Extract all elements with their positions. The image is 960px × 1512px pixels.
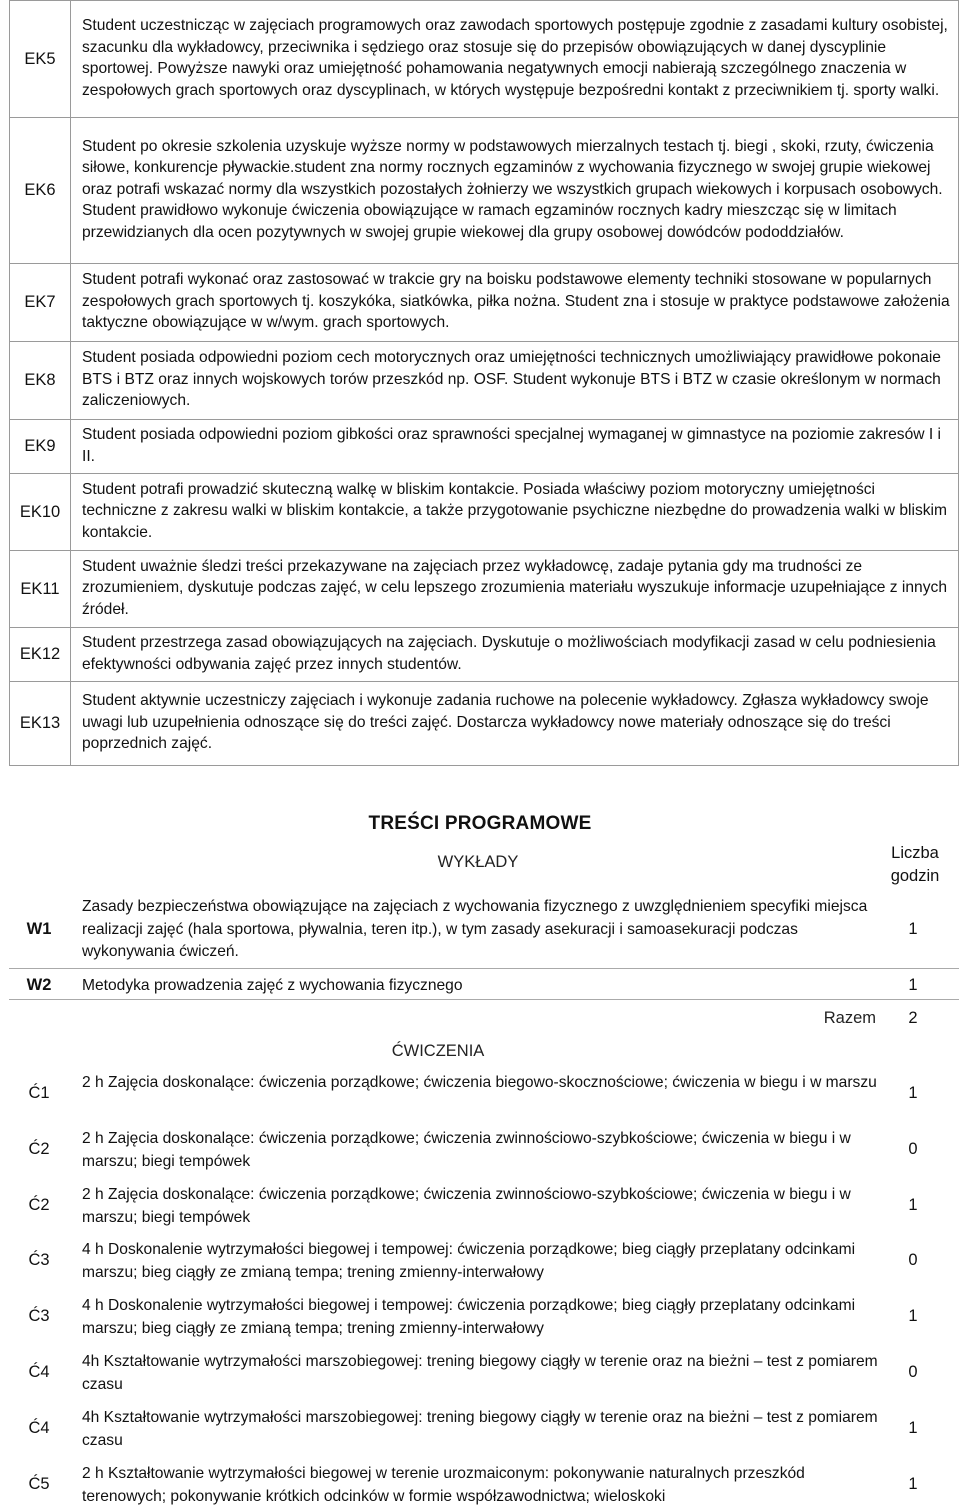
learning-effects-table (9, 0, 959, 766)
effect-description: Student uważnie śledzi treści przekazywane na zajęciach przez wykładowcę, zadaje pytania gdy ma trudności ze zrozumieniem, dyskutuje podczas zajęć, w celu lepszego zrozumienia materiału wyszukuje informacje uzupełniające z innych źródeł. (71, 551, 959, 628)
row-divider (9, 999, 959, 1000)
lectures-header: WYKŁADY (437, 853, 519, 871)
lecture-description: Metodyka prowadzenia zajęć z wychowania fizycznego (82, 977, 463, 994)
effect-description: Student aktywnie uczestniczy zajęciach i wykonuje zadania ruchowe na polecenie wykładowcy. Zgłasza wykładowcy swoje uwagi lub uzupełnienia odnoszące się do treści zajęć. Dostarcza wykładowcy nowe materiały odnoszące się do treści poprzednich zajęć. (71, 682, 959, 766)
effect-description: Student posiada odpowiedni poziom cech motorycznych oraz umiejętności technicznych umożliwiający prawidłowe pokonaie BTS i BTZ oraz innych wojskowych torów przeszkód np. OSF. Student wykonuje BTS i BTZ w czasie określonym w normach zaliczeniowych. (71, 342, 959, 420)
exercise-code: Ć2 (28, 1140, 50, 1158)
effect-description: Student uczestnicząc w zajęciach programowych oraz zawodach sportowych postępuje zgodnie z zasadami kultury osobistej, szacunku dla wykładowcy, przeciwnika i sędziego oraz stosuje się do przepisów obowiązujących w danej dyscyplinie sportowej. Powyższe nawyki oraz umiejętność pohamowania negatywnych emocji nabierają szczególnego znaczenia w zespołowych grach sportowych oraz dyscyplinach, w których występuje bezpośredni kontakt z przeciwnikiem tj. sporty walki. (71, 1, 959, 118)
exercise-code: Ć3 (28, 1251, 50, 1269)
effect-row (10, 264, 959, 342)
exercise-code: Ć4 (28, 1419, 50, 1437)
effect-row (10, 118, 959, 264)
effect-description: Student posiada odpowiedni poziom gibkości oraz sprawności specjalnej wymaganej w gimnastyce na poziomie zakresów I i II. (71, 420, 959, 474)
effect-row (10, 1, 959, 118)
effect-code: EK7 (10, 264, 71, 342)
hours-header: Liczba godzin (890, 844, 940, 885)
effect-row (10, 682, 959, 766)
effect-row (10, 628, 959, 682)
effect-description: Student potrafi prowadzić skuteczną walkę w bliskim kontakcie. Posiada właściwy poziom motoryczny umiejętności techniczne z zakresu walki w bliskim kontakcie, a także przygotowanie psychiczne niezbędne do prowadzenia walki w bliskim kontakcie. (71, 474, 959, 551)
lecture-code: W2 (26, 976, 52, 994)
effect-code: EK11 (10, 551, 71, 628)
total-value: 2 (908, 1009, 918, 1027)
exercises-header: ĆWICZENIA (391, 1042, 485, 1060)
effect-code: EK8 (10, 342, 71, 420)
lecture-hours: 1 (908, 976, 918, 994)
exercise-code: Ć1 (28, 1084, 50, 1102)
effect-code: EK5 (10, 1, 71, 118)
exercise-description: 2 h Kształtowanie wytrzymałości biegowej w terenie urozmaiconym: pokonywanie naturalnych przeszkód terenowych; pokonywanie krótkich odcinków w formie współzawodnictwa; wieloskoki (82, 1465, 805, 1505)
effect-code: EK6 (10, 118, 71, 264)
effect-row (10, 342, 959, 420)
exercise-hours: 1 (908, 1419, 918, 1437)
exercise-description: 2 h Zajęcia doskonalące: ćwiczenia porządkowe; ćwiczenia zwinnościowo-szybkościowe; ćwiczenia w biegu i w marszu; biegi tempówek (82, 1186, 851, 1226)
exercise-hours: 1 (908, 1084, 918, 1102)
exercise-code: Ć5 (28, 1475, 50, 1493)
exercise-hours: 1 (908, 1475, 918, 1493)
exercise-description: 2 h Zajęcia doskonalące: ćwiczenia porządkowe; ćwiczenia zwinnościowo-szybkościowe; ćwiczenia w biegu i w marszu; biegi tempówek (82, 1130, 851, 1170)
exercise-hours: 0 (908, 1140, 918, 1158)
lecture-hours: 1 (908, 920, 918, 938)
lecture-code: W1 (26, 920, 52, 938)
exercise-hours: 0 (908, 1251, 918, 1269)
effect-code: EK10 (10, 474, 71, 551)
exercise-description: 2 h Zajęcia doskonalące: ćwiczenia porządkowe; ćwiczenia biegowo-skocznościowe; ćwiczenia w biegu i w marszu (82, 1074, 877, 1091)
effect-description: Student potrafi wykonać oraz zastosować w trakcie gry na boisku podstawowe elementy techniki stosowane w popularnych zespołowych grach sportowych tj. koszykóka, siatkówka, piłka nożna. Student zna i stosuje w praktyce podstawowe założenia taktyczne obowiązujące w w/wym. grach sportowych. (71, 264, 959, 342)
exercise-code: Ć4 (28, 1363, 50, 1381)
effect-description: Student przestrzega zasad obowiązujących na zajęciach. Dyskutuje o możliwościach modyfikacji zasad w celu podniesienia efektywności odbywania zajęć przez innych studentów. (71, 628, 959, 682)
exercise-description: 4h Kształtowanie wytrzymałości marszobiegowej: trening biegowy ciągły w terenie oraz na bieżni – test z pomiarem czasu (82, 1409, 878, 1449)
exercise-code: Ć2 (28, 1196, 50, 1214)
effect-code: EK9 (10, 420, 71, 474)
exercise-code: Ć3 (28, 1307, 50, 1325)
effect-description: Student po okresie szkolenia uzyskuje wyższe normy w podstawowych mierzalnych testach tj. biegi , skoki, rzuty, ćwiczenia siłowe, konkurencje pływackie.student zna normy rocznych egzaminów z wychowania fizycznego w swojej grupie wiekowej oraz potrafi wskazać normy dla wszystkich pozostałych żołnierzy we wszystkich grupach wiekowych i korpusach osobowych. Student prawidłowo wykonuje ćwiczenia obowiązujące w ramach egzaminów rocznych kadry mieszcząc się w limitach przewidzianych dla ocen pozytywnych w swojej grupie wiekowej dla grupy osobowej dowódców pododdziałów. (71, 118, 959, 264)
exercise-description: 4 h Doskonalenie wytrzymałości biegowej i tempowej: ćwiczenia porządkowe; bieg ciągły przeplatany odcinkami marszu; bieg ciągły ze zmianą tempa; trening zmienny-interwałowy (82, 1241, 856, 1281)
exercise-hours: 1 (908, 1307, 918, 1325)
exercise-hours: 1 (908, 1196, 918, 1214)
program-title: TREŚCI PROGRAMOWE (368, 813, 592, 834)
total-label: Razem (823, 1009, 876, 1027)
effect-row (10, 420, 959, 474)
effect-row (10, 474, 959, 551)
exercise-hours: 0 (908, 1363, 918, 1381)
row-divider (9, 968, 959, 969)
effect-code: EK12 (10, 628, 71, 682)
effect-code: EK13 (10, 682, 71, 766)
effect-row (10, 551, 959, 628)
exercise-description: 4h Kształtowanie wytrzymałości marszobiegowej: trening biegowy ciągły w terenie oraz na bieżni – test z pomiarem czasu (82, 1353, 878, 1393)
lecture-description: Zasady bezpieczeństwa obowiązujące na zajęciach z wychowania fizycznego z uwzględnieniem specyfiki miejsca realizacji zajęć (hala sportowa, pływalnia, teren itp.), w tym zasady asekuracji i samoasekuracji podczas wykonywania ćwiczeń. (82, 898, 868, 960)
exercise-description: 4 h Doskonalenie wytrzymałości biegowej i tempowej: ćwiczenia porządkowe; bieg ciągły przeplatany odcinkami marszu; bieg ciągły ze zmianą tempa; trening zmienny-interwałowy (82, 1297, 856, 1337)
